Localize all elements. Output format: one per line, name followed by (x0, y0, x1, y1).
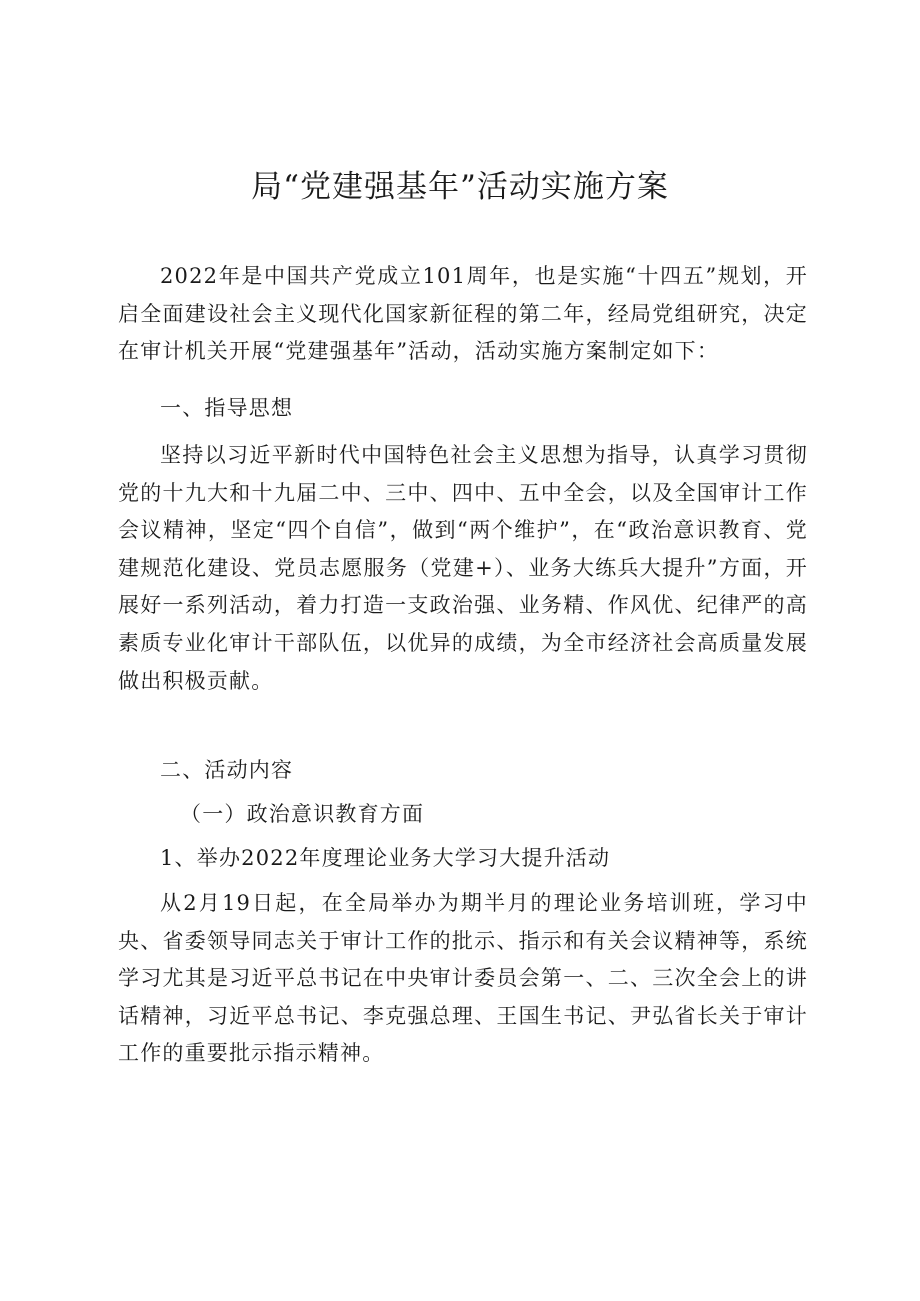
section-heading-activity-content: 二、活动内容 (160, 758, 294, 782)
guiding-ideology-paragraph: 坚持以习近平新时代中国特色社会主义思想为指导，认真学习贯彻党的十九大和十九届二中、三中、四中、五中全会，以及全国审计工作会议精神，坚定“四个自信”，做到“两个维护”，在“政治意识教育、党建规范化建设、党员志愿服务（党建+）、业务大练兵大提升”方面，开展好一系列活动，着力打造一支政治强、业务精、作风优、纪律严的高素质专业化审计干部队伍，以优异的成绩，为全市经济社会高质量发展做出积极贡献。 (118, 443, 808, 693)
intro-paragraph: 2022年是中国共产党成立101周年，也是实施“十四五”规划，开启全面建设社会主义现代化国家新征程的第二年，经局党组研究，决定在审计机关开展“党建强基年”活动，活动实施方案制定如下： (118, 264, 808, 364)
section-heading-guiding-ideology: 一、指导思想 (160, 396, 294, 420)
document-title: 局“党建强基年”活动实施方案 (251, 169, 669, 205)
item-heading-study-activity: 1、举办2022年度理论业务大学习大提升活动 (160, 846, 611, 870)
study-activity-paragraph: 从2月19日起，在全局举办为期半月的理论业务培训班，学习中央、省委领导同志关于审计工作的批示、指示和有关会议精神等，系统学习尤其是习近平总书记在中央审计委员会第一、二、三次全会上的讲话精神，习近平总书记、李克强总理、王国生书记、尹弘省长关于审计工作的重要批示指示精神。 (118, 891, 808, 1066)
subsection-heading-political-education: （一）政治意识教育方面 (180, 802, 425, 826)
